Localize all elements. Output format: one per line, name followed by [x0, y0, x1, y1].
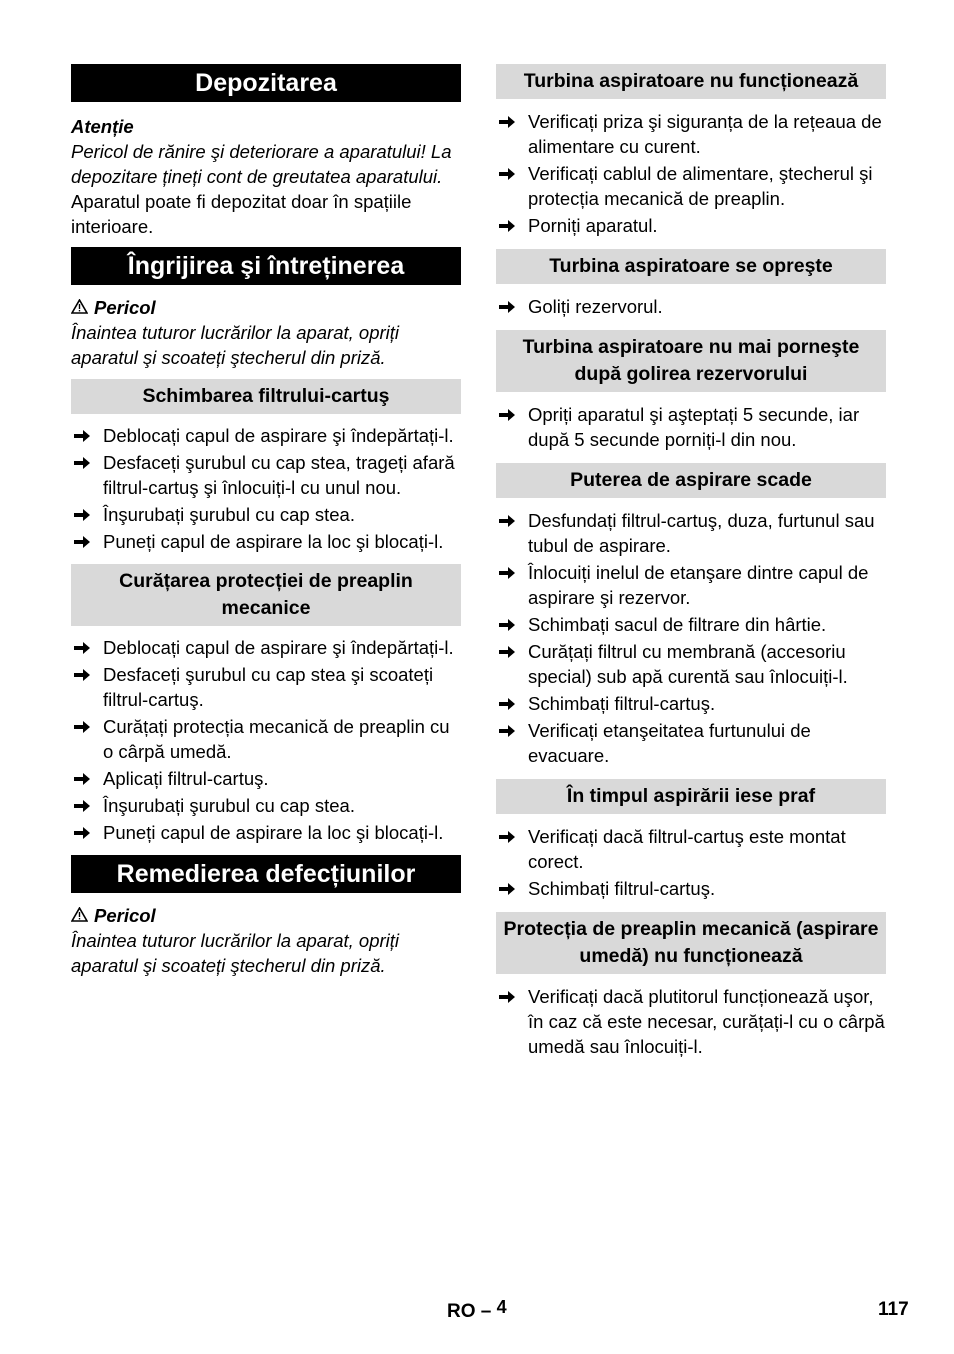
list-item: Verificați priza şi siguranța de la rețeaua de alimentare cu curent. [496, 109, 886, 159]
subheading-protectie: Curățarea protecției de preaplin mecanice [71, 564, 461, 626]
troubleshoot-steps-list [496, 508, 886, 768]
list-item: Deblocați capul de aspirare şi îndepărtați-l. [71, 423, 461, 448]
list-item: Desfundați filtrul-cartuş, duza, furtunul sau tubul de aspirare. [496, 508, 886, 558]
right-column [496, 64, 886, 1070]
list-item: Aplicați filtrul-cartuş. [71, 766, 461, 791]
heading-depozitarea: Depozitarea [71, 64, 461, 102]
list-item: Verificați dacă plutitorul funcționează uşor, în caz că este necesar, curățați-l cu o cârpă umedă sau înlocuiți-l. [496, 984, 886, 1059]
danger-text-care: Înaintea tuturor lucrărilor la aparat, opriți aparatul şi scoateți ştecherul din priză. [71, 322, 400, 368]
list-item: Înlocuiți inelul de etanşare dintre capul de aspirare şi rezervor. [496, 560, 886, 610]
list-item: Verificați cablul de alimentare, ştecherul şi protecția mecanică de preaplin. [496, 161, 886, 211]
troubleshoot-steps-list [496, 402, 886, 452]
list-item: Puneți capul de aspirare la loc şi blocați-l. [71, 529, 461, 554]
list-item: Desfaceți şurubul cu cap stea, trageți afară filtrul-cartuş şi înlocuiți-l cu unul nou. [71, 450, 461, 500]
attention-title: Atenție [71, 116, 134, 137]
subheading-troubleshoot-5: În timpul aspirării iese praf [496, 779, 886, 814]
troubleshoot-steps-list [496, 824, 886, 901]
list-item: Curățați filtrul cu membrană (accesoriu special) sub apă curentă sau înlocuiți-l. [496, 639, 886, 689]
list-item: Porniți aparatul. [496, 213, 886, 238]
heading-remediere: Remedierea defecțiunilor [71, 855, 461, 893]
list-item: Schimbați sacul de filtrare din hârtie. [496, 612, 886, 637]
attention-text: Pericol de rănire şi deteriorare a aparatului! La depozitare țineți cont de greutatea aparatului. [71, 141, 452, 187]
list-item: Puneți capul de aspirare la loc şi blocați-l. [71, 820, 461, 845]
troubleshoot-steps-list [496, 984, 886, 1059]
subheading-filtru: Schimbarea filtrului-cartuş [71, 379, 461, 414]
list-item: Opriți aparatul şi aşteptați 5 secunde, iar după 5 secunde porniți-l din nou. [496, 402, 886, 452]
danger-title-care: Pericol [71, 295, 461, 320]
page-number: 117 [878, 1299, 909, 1320]
subheading-troubleshoot-1: Turbina aspiratoare nu funcționează [496, 64, 886, 99]
troubleshoot-steps-list [496, 109, 886, 238]
footer-section-label: RO – $^4$ [447, 1297, 507, 1322]
list-item: Înşurubați şurubul cu cap stea. [71, 793, 461, 818]
subheading-troubleshoot-4: Puterea de aspirare scade [496, 463, 886, 498]
filter-steps-list [71, 423, 461, 554]
warning-triangle-icon [71, 295, 88, 320]
troubleshoot-steps-list [496, 294, 886, 319]
subheading-troubleshoot-3: Turbina aspiratoare nu mai porneşte după golirea rezervorului [496, 330, 886, 392]
list-item: Verificați dacă filtrul-cartuş este montat corect. [496, 824, 886, 874]
list-item: Înşurubați şurubul cu cap stea. [71, 502, 461, 527]
list-item: Verificați etanşeitatea furtunului de evacuare. [496, 718, 886, 768]
left-column [71, 64, 461, 978]
warning-triangle-icon [71, 903, 88, 928]
overflow-protection-steps-list [71, 635, 461, 845]
list-item: Desfaceți şurubul cu cap stea şi scoateți filtrul-cartuş. [71, 662, 461, 712]
list-item: Goliți rezervorul. [496, 294, 886, 319]
list-item: Schimbați filtrul-cartuş. [496, 876, 886, 901]
list-item: Curățați protecția mecanică de preaplin cu o cârpă umedă. [71, 714, 461, 764]
danger-title-troubleshoot: Pericol [71, 903, 461, 928]
subheading-troubleshoot-6: Protecția de preaplin mecanică (aspirare umedă) nu funcționează [496, 912, 886, 974]
subheading-troubleshoot-2: Turbina aspiratoare se opreşte [496, 249, 886, 284]
storage-text: Aparatul poate fi depozitat doar în spațiile interioare. [71, 191, 412, 237]
list-item: Deblocați capul de aspirare şi îndepărtați-l. [71, 635, 461, 660]
heading-ingrijire: Îngrijirea şi întreținerea [71, 247, 461, 285]
list-item: Schimbați filtrul-cartuş. [496, 691, 886, 716]
danger-text-troubleshoot: Înaintea tuturor lucrărilor la aparat, opriți aparatul şi scoateți ştecherul din priză. [71, 930, 400, 976]
